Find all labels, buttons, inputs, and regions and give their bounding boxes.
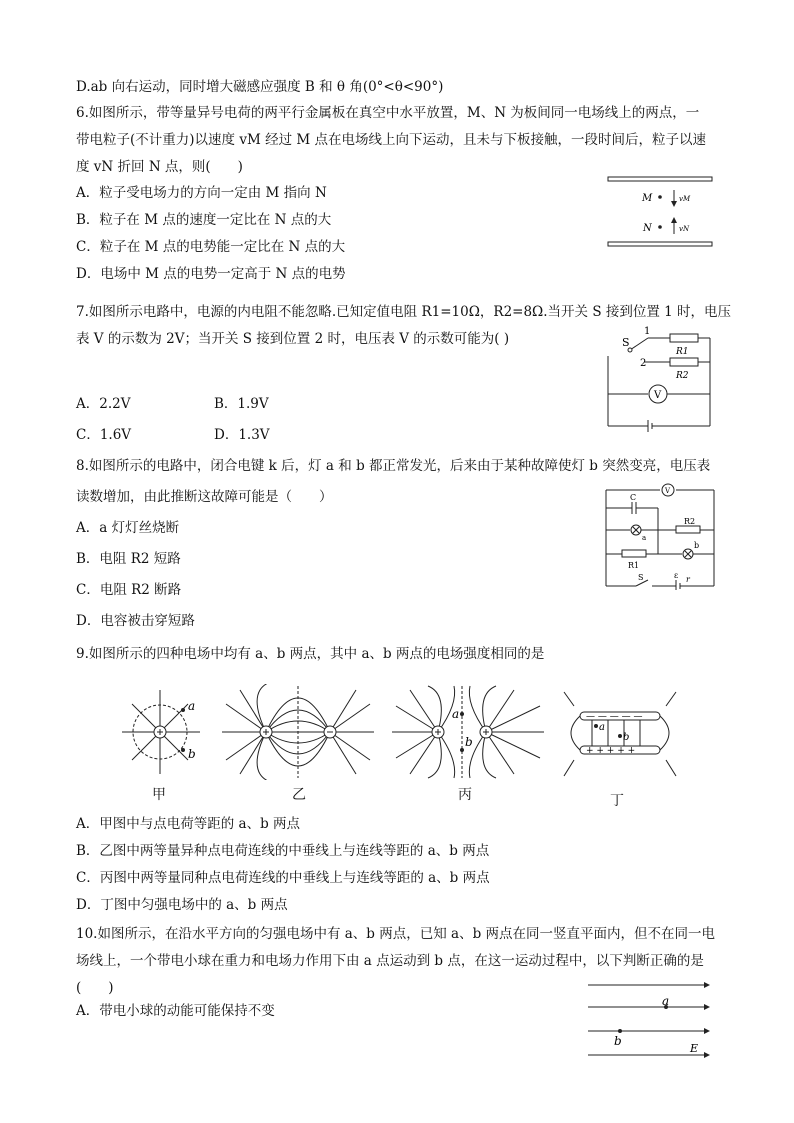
q5-option-d: D.ab 向右运动，同时增大磁感应强度 B 和 θ 角(0°<θ<90°) [76, 79, 444, 95]
q6-stem-line2: 带电粒子(不计重力)以速度 vM 经过 M 点在电场线上向下运动，且未与下板接触，一段时间后，粒子以速 [76, 132, 706, 148]
q8-circuit-figure [600, 478, 720, 590]
q8-r1-label: R1 [628, 561, 640, 570]
q9-field-yi [218, 684, 378, 780]
q9-caption-jia: 甲 [152, 787, 166, 803]
q9-caption-bing: 丙 [458, 787, 472, 803]
q9-option-b: B．乙图中两等量异种点电荷连线的中垂线上与连线等距的 a、b 两点 [76, 843, 490, 859]
q10-stem-line1: 10.如图所示，在沿水平方向的匀强电场中有 a、b 两点，已知 a、b 两点在同一竖直平面内，但不在同一电 [76, 926, 716, 942]
q8-voltmeter-label: V [665, 487, 671, 495]
q9-bing-a: a [452, 707, 460, 721]
q8-option-d: D．电容被击穿短路 [76, 613, 195, 629]
q7-voltmeter-label: V [654, 390, 662, 401]
q7-circuit-figure [600, 322, 718, 434]
q9-jia-a: a [188, 699, 196, 713]
q6-option-a: A．粒子受电场力的方向一定由 M 指向 N [76, 185, 327, 201]
q9-option-d: D．丁图中匀强电场中的 a、b 两点 [76, 897, 288, 913]
q6-plates-figure [606, 170, 716, 252]
q8-c-label: C [630, 493, 637, 502]
q10-uniform-field-figure [586, 975, 712, 1059]
q6-m-label: M [642, 193, 653, 204]
q8-stem-line1: 8.如图所示的电路中，闭合电键 k 后，灯 a 和 b 都正常发光，后来由于某种故障使灯 b 突然变亮，电压表 [76, 458, 711, 474]
q9-jia-b: b [188, 747, 196, 761]
q8-r2-label: R2 [684, 517, 696, 526]
q8-option-a: A．a 灯灯丝烧断 [76, 520, 180, 536]
q9-bing-b: b [465, 735, 473, 749]
q9-field-ding [560, 690, 680, 782]
q7-option-d: D．1.3V [214, 427, 270, 443]
q9-field-bing [388, 684, 548, 780]
q7-stem-line2: 表 V 的示数为 2V；当开关 S 接到位置 2 时，电压表 V 的示数可能为( ) [76, 331, 510, 347]
q9-stem: 9.如图所示的四种电场中均有 a、b 两点，其中 a、b 两点的电场强度相同的是 [76, 646, 545, 662]
q7-pos1-label: 1 [644, 326, 651, 337]
q9-ding-minus-signs: — — — — — [586, 712, 643, 722]
q6-vm-label: vM [679, 195, 691, 203]
q7-s-label: S [622, 336, 630, 349]
q8-s-label: S [638, 573, 644, 582]
q6-n-label: N [643, 223, 652, 234]
q9-field-jia [122, 686, 202, 782]
q10-stem-line3: ( ) [76, 980, 114, 996]
q9-option-a: A．甲图中与点电荷等距的 a、b 两点 [76, 816, 301, 832]
q6-stem-line3: 度 vN 折回 N 点，则( ) [76, 159, 243, 175]
q6-option-b: B．粒子在 M 点的速度一定比在 N 点的大 [76, 212, 332, 228]
q7-option-a: A．2.2V [76, 396, 131, 412]
q7-pos2-label: 2 [640, 358, 647, 369]
q10-option-a: A．带电小球的动能可能保持不变 [76, 1003, 275, 1019]
q7-option-c: C．1.6V [76, 427, 132, 443]
q6-option-c: C．粒子在 M 点的电势能一定比在 N 点的大 [76, 239, 346, 255]
q8-b-label: b [694, 541, 700, 550]
q9-ding-b: b [623, 732, 630, 743]
q8-option-c: C．电阻 R2 断路 [76, 582, 182, 598]
q8-a-label: a [642, 534, 647, 542]
q7-option-b: B．1.9V [214, 396, 269, 412]
q9-option-c: C．丙图中两等量同种点电荷连线的中垂线上与连线等距的 a、b 两点 [76, 870, 490, 886]
q7-stem-line1: 7.如图所示电路中，电源的内电阻不能忽略.已知定值电阻 R1=10Ω，R2=8Ω.当开关 S 接到位置 1 时，电压 [76, 304, 732, 320]
q8-emf-label: ε [674, 571, 679, 580]
q6-option-d: D．电场中 M 点的电势一定高于 N 点的电势 [76, 266, 346, 282]
q8-stem-line2: 读数增加，由此推断这故障可能是（ ） [76, 489, 333, 505]
q9-caption-yi: 乙 [292, 787, 306, 803]
q7-r2-label: R2 [676, 371, 689, 381]
q9-ding-a: a [599, 722, 605, 733]
q10-a-label: a [662, 994, 670, 1008]
q10-stem-line2: 场线上，一个带电小球在重力和电场力作用下由 a 点运动到 b 点，在这一运动过程中，以下判断正确的是 [76, 953, 704, 969]
q8-r-label: r [686, 575, 690, 584]
q7-r1-label: R1 [676, 347, 689, 357]
q8-option-b: B．电阻 R2 短路 [76, 551, 181, 567]
q10-b-label: b [614, 1034, 622, 1048]
q6-vn-label: vN [679, 225, 690, 233]
q6-stem-line1: 6.如图所示，带等量异号电荷的两平行金属板在真空中水平放置，M、N 为板间同一电场线上的两点，一 [76, 105, 700, 121]
q9-caption-ding: 丁 [610, 793, 624, 809]
q9-ding-plus-signs: + + + + + [586, 746, 636, 756]
q10-e-label: E [690, 1042, 699, 1055]
